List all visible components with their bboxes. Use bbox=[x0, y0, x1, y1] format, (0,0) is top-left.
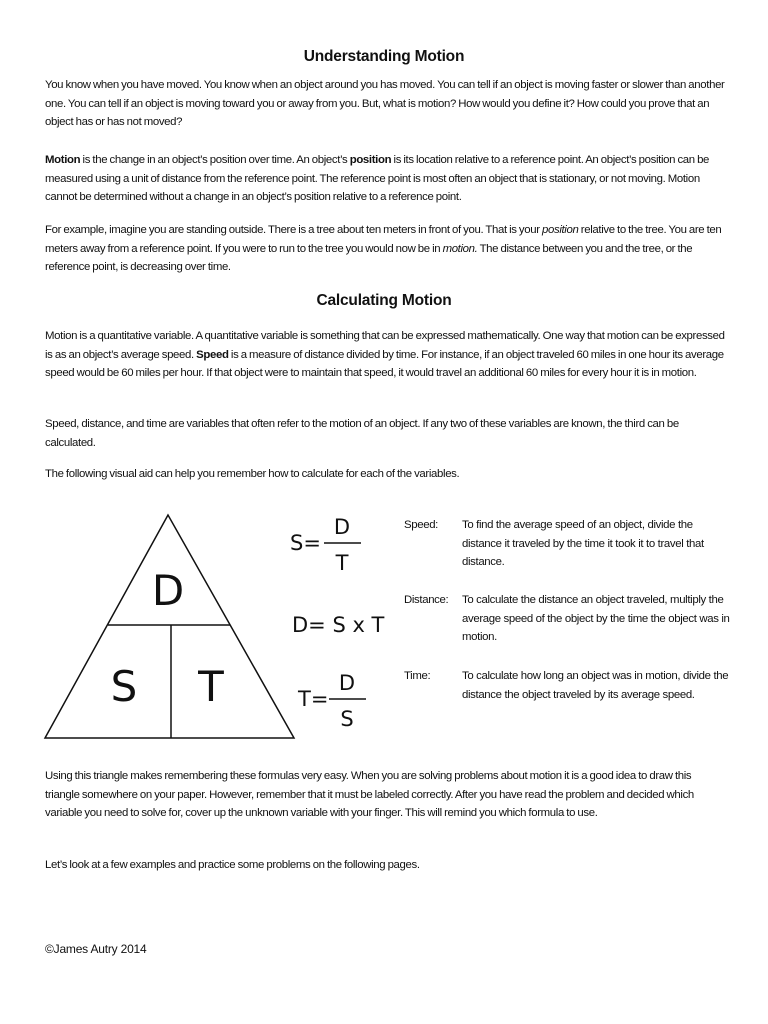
formula-distance-text: D= S x T bbox=[292, 613, 385, 637]
term-position: position bbox=[349, 154, 392, 166]
formula-speed-lhs: S= bbox=[290, 531, 321, 555]
variable-time-desc: To calculate how long an object was in motion, divide the distance the object traveled by its average speed. bbox=[462, 670, 729, 701]
paragraph-quantitative: Motion is a quantitative variable. A quantitative variable is something that can be expressed mathematically. One way that motion can be expressed is as an object’s average speed. Speed is a measure of distance divided by time. For instance, if an object traveled 60 miles in one hour its average speed would be 60 miles per hour. If that object were to maintain that speed, it would travel an additional 60 miles for every hour it is in motion. bbox=[45, 330, 725, 379]
paragraph-variables: Speed, distance, and time are variables that often refer to the motion of an object. If any two of these variables are known, the third can be calculated. bbox=[45, 418, 679, 449]
variable-distance bbox=[404, 591, 734, 651]
triangle-label-t: T bbox=[198, 662, 224, 711]
paragraph-example: For example, imagine you are standing outside. There is a tree about ten meters in front of you. That is your position relative to the tree. You are ten meters away from a reference point. If you were to run to the tree you would now be in motion. The distance between you and the tree, or the reference point, is decreasing over time. bbox=[45, 224, 722, 273]
dst-triangle-diagram bbox=[40, 505, 300, 740]
paragraph-motion-definition: Motion is the change in an object’s position over time. An object’s position is its location relative to a reference point. An object’s position can be measured using a unit of distance from the reference point. The reference point is most often an object that is stationary, or not moving. Motion cannot be determined without a change in an object’s position relative to a reference point. bbox=[45, 154, 710, 203]
copyright-footer: ©James Autry 2014 bbox=[45, 942, 147, 956]
heading-understanding-motion: Understanding Motion bbox=[303, 48, 465, 65]
variable-speed bbox=[404, 516, 734, 576]
formula-speed-numerator: D bbox=[333, 515, 351, 539]
formula-time-lhs: T= bbox=[298, 687, 329, 711]
variable-time bbox=[404, 667, 734, 727]
formula-speed-denominator: T bbox=[335, 551, 349, 575]
formula-time-numerator: D bbox=[338, 671, 356, 695]
paragraph-lets-look: Let’s look at a few examples and practice some problems on the following pages. bbox=[45, 859, 420, 871]
formula-time-denominator: S bbox=[340, 707, 354, 731]
paragraph-using-triangle: Using this triangle makes remembering these formulas very easy. When you are solving problems about motion it is a good idea to draw this triangle somewhere on your paper. However, remember that it must be labeled correctly. After you have read the problem and decided which variable you need to solve for, cover up the unknown variable with your finger. This will remind you which formula to use. bbox=[45, 770, 694, 819]
paragraph-visual-aid: The following visual aid can help you remember how to calculate for each of the variables. bbox=[45, 468, 460, 480]
term-speed: Speed bbox=[196, 348, 229, 361]
formula-distance bbox=[288, 608, 398, 642]
paragraph-intro: You know when you have moved. You know when an object around you has moved. You can tell if an object is moving faster or slower than another one. You can tell if an object is moving toward you or away from you. But, what is motion? How would you define it? How could you prove that an object has or has not moved? bbox=[45, 79, 725, 128]
term-motion: Motion bbox=[45, 154, 81, 166]
variable-speed-name: Speed: bbox=[404, 519, 439, 531]
variable-time-name: Time: bbox=[404, 670, 431, 682]
triangle-label-d: D bbox=[151, 566, 185, 615]
formula-time bbox=[296, 668, 386, 734]
triangle-label-s: S bbox=[110, 662, 138, 711]
triangle-outline bbox=[45, 515, 294, 738]
heading-calculating-motion: Calculating Motion bbox=[316, 292, 452, 309]
formula-speed bbox=[288, 512, 388, 578]
variable-distance-name: Distance: bbox=[404, 594, 449, 606]
variable-speed-desc: To find the average speed of an object, divide the distance it traveled by the time it took it to travel that distance. bbox=[462, 519, 704, 568]
variable-distance-desc: To calculate the distance an object traveled, multiply the average speed of the object by the time the object was in motion. bbox=[462, 594, 730, 643]
